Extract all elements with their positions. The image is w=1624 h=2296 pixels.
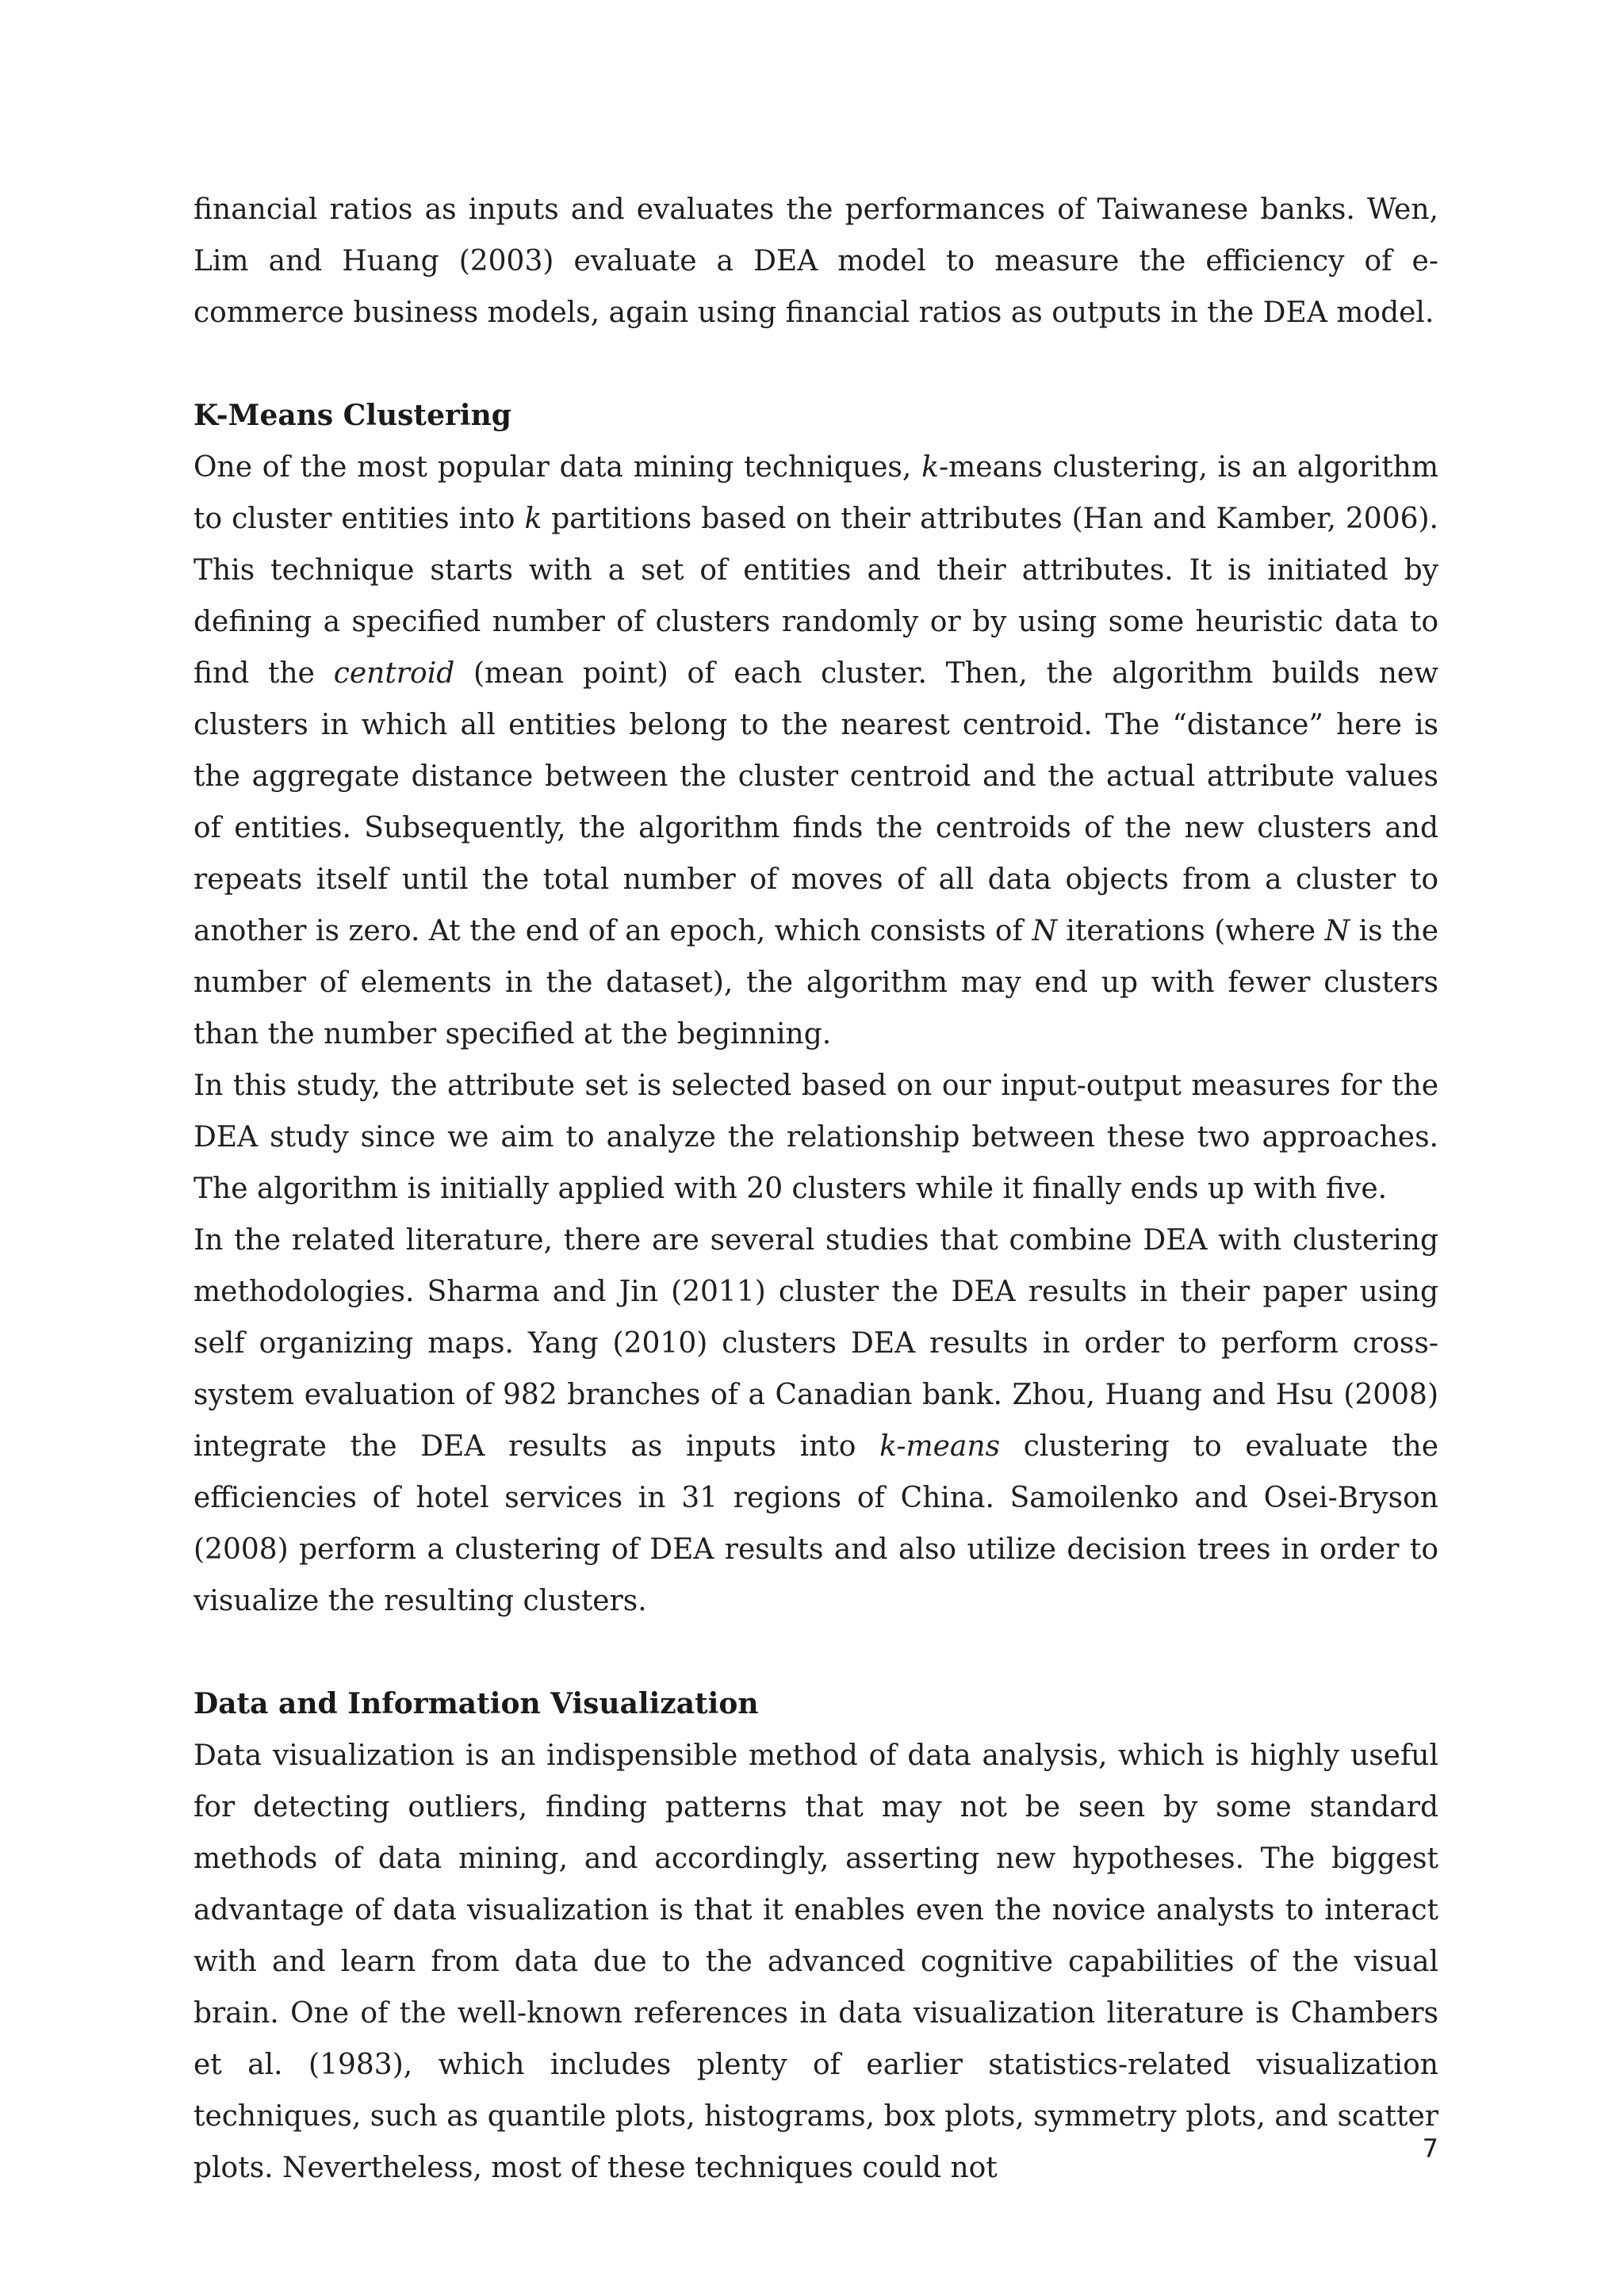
italic-text: k	[524, 503, 542, 535]
italic-text: N	[1324, 915, 1350, 947]
body-text: clustering to evaluate the efficiencies of hotel services in 31 regions of China. Samoilenko and Osei-Bryson (2008) perform a clustering of DEA results and also utilize decision trees in order to visualize the resulting clusters.	[193, 1430, 1438, 1617]
section-heading-visualization: Data and Information Visualization	[193, 1687, 759, 1720]
related-literature-paragraph	[193, 1215, 1438, 1627]
body-text: is the number of elements in the dataset), the algorithm may end up with fewer clusters than the number specified at the beginning.	[193, 915, 1438, 1050]
section-heading-kmeans: K-Means Clustering	[193, 399, 511, 432]
attribute-set-paragraph	[193, 1060, 1438, 1215]
body-text: One of the most popular data mining techniques,	[193, 451, 922, 484]
body-text: iterations (where	[1056, 915, 1325, 947]
body-text: -means clustering, is an algorithm to cluster entities into	[193, 451, 1438, 535]
page-body	[193, 184, 1438, 2194]
intro-paragraph	[193, 184, 1438, 339]
italic-text: N	[1032, 915, 1057, 947]
visualization-paragraph	[193, 1730, 1438, 2194]
body-text: financial ratios as inputs and evaluates the performances of Taiwanese banks. Wen, Lim and Huang (2003) evaluate a DEA model to measure the efficiency of e-commerce business models, again using financial ratios as outputs in the DEA model.	[193, 193, 1438, 329]
page-number: 7	[1422, 2133, 1438, 2164]
kmeans-paragraph	[193, 442, 1438, 1060]
body-text: In this study, the attribute set is selected based on our input-output measures for the DEA study since we aim to analyze the relationship between these two approaches. The algorithm is initially applied with 20 clusters while it finally ends up with five.	[193, 1070, 1438, 1205]
body-text: In the related literature, there are several studies that combine DEA with clustering methodologies. Sharma and Jin (2011) cluster the DEA results in their paper using self organizing maps. Yang (2010) clusters DEA results in order to perform cross-system evaluation of 982 branches of a Canadian bank. Zhou, Huang and Hsu (2008) integrate the DEA results as inputs into	[193, 1224, 1438, 1463]
italic-text: k-means	[879, 1430, 1001, 1463]
body-text: (mean point) of each cluster. Then, the algorithm builds new clusters in which all entities belong to the nearest centroid. The “distance” here is the aggregate distance between the cluster centroid and the actual attribute values of entities. Subsequently, the algorithm finds the centroids of the new clusters and repeats itself until the total number of moves of all data objects from a cluster to another is zero. At the end of an epoch, which consists of	[193, 657, 1438, 947]
italic-text: centroid	[333, 657, 455, 690]
italic-text: k	[921, 451, 939, 484]
section-gap	[193, 339, 1438, 390]
body-text: partitions based on their attributes (Han and Kamber, 2006). This technique starts with a set of entities and their attributes. It is initiated by defining a specified number of clusters randomly or by using some heuristic data to find the	[193, 503, 1438, 690]
section-gap	[193, 1627, 1438, 1678]
body-text: Data visualization is an indispensible method of data analysis, which is highly useful for detecting outliers, finding patterns that may not be seen by some standard methods of data mining, and accordingly, asserting new hypotheses. The biggest advantage of data visualization is that it enables even the novice analysts to interact with and learn from data due to the advanced cognitive capabilities of the visual brain. One of the well-known references in data visualization literature is Chambers et al. (1983), which includes plenty of earlier statistics-related visualization techniques, such as quantile plots, histograms, box plots, symmetry plots, and scatter plots. Nevertheless, most of these techniques could not	[193, 1739, 1438, 2184]
